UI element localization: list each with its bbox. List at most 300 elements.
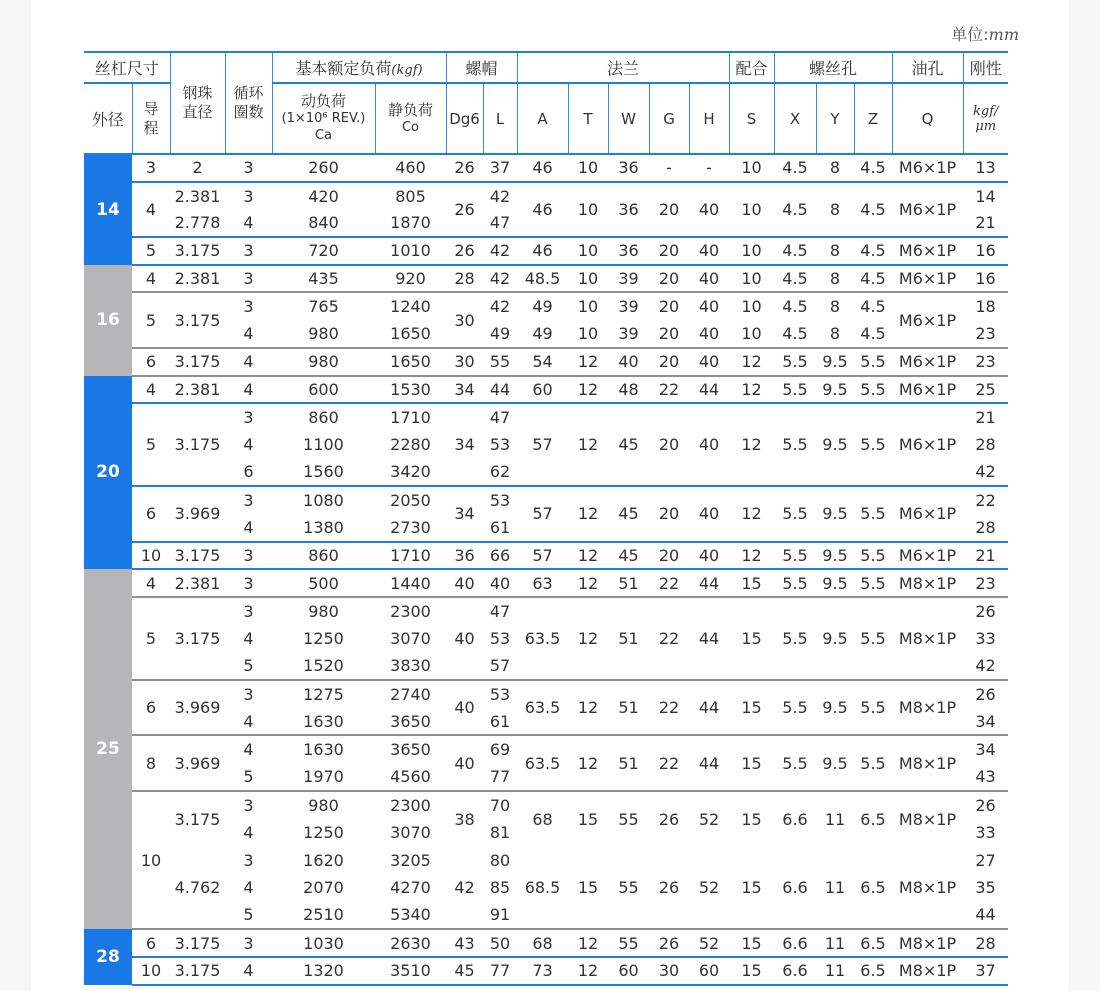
ball-diameter-cell: 3.175	[170, 542, 225, 570]
fit-s-cell: 15	[729, 846, 774, 929]
flange-g-cell: 26	[649, 929, 689, 957]
hole-x-cell: 4.5	[774, 237, 816, 265]
flange-h-cell: 40	[689, 403, 729, 486]
stiffness-cell: 37	[963, 957, 1008, 985]
table-row	[84, 680, 1008, 708]
nut-l-cell: 42	[489, 297, 511, 317]
ball-diameter-cell: 3.175	[170, 292, 225, 347]
oil-q-cell: M6×1P	[892, 348, 963, 376]
th-screw-hole: 螺丝孔	[774, 52, 892, 83]
hole-y-cell: 8	[816, 182, 854, 237]
th-lead	[132, 83, 170, 154]
flange-w-cell: 51	[608, 569, 649, 597]
static-load-cell: 1240	[390, 297, 431, 317]
th-ball-diameter	[170, 52, 225, 154]
lead-cell: 6	[132, 680, 170, 735]
static-load-cell: 805	[395, 186, 426, 206]
flange-t-cell: 12	[568, 376, 608, 404]
hole-y-cell: 8	[816, 237, 854, 265]
table-row	[84, 735, 1008, 763]
static-load-cell: 1650	[375, 320, 446, 348]
fit-s-cell: 15	[729, 569, 774, 597]
fit-s-cell: 12	[729, 486, 774, 541]
table-row	[84, 597, 1008, 625]
flange-a-cell: 54	[517, 348, 568, 376]
flange-t-cell: 12	[568, 957, 608, 985]
hole-y-cell: 9.5	[816, 403, 854, 486]
hole-x-cell: 5.5	[774, 376, 816, 404]
stiffness-cell: 26	[975, 684, 996, 704]
nut-l-cell: 55	[483, 348, 517, 376]
th-ball-diameter-text: 钢珠直径	[182, 84, 213, 121]
hole-x-cell: 6.6	[774, 929, 816, 957]
hole-z-cell: 4.5	[854, 237, 892, 265]
nut-dg6-cell: 30	[446, 292, 483, 347]
th-oil-q: Q	[892, 83, 963, 154]
fit-s-cell: 12	[729, 403, 774, 486]
flange-w-cell: 39	[618, 297, 639, 317]
table-row	[84, 292, 1008, 320]
static-load-cell: 2300	[390, 795, 431, 815]
circuits-cell: 3	[225, 154, 272, 182]
fit-s-cell: 15	[729, 957, 774, 985]
circuits-cell: 3	[243, 491, 254, 511]
th-hole-z: Z	[854, 83, 892, 154]
hole-z-cell: 6.5	[860, 809, 886, 829]
circuits-cell: 3	[225, 265, 272, 293]
nut-dg6-cell: 40	[446, 569, 483, 597]
th-dynamic-load-text: 动负荷	[300, 92, 346, 110]
hole-x-cell: 4.5	[774, 154, 816, 182]
flange-a-cell: 57	[517, 486, 568, 541]
flange-g-cell: 20	[649, 265, 689, 293]
flange-g-cell: 26	[658, 809, 680, 829]
circuits-cell: 3	[243, 297, 254, 317]
th-fit-s: S	[729, 83, 774, 154]
flange-w-cell: 45	[608, 486, 649, 541]
th-static-load-sym: Co	[401, 119, 420, 135]
nut-l-cell: 66	[483, 542, 517, 570]
hole-x-cell: 5.5	[774, 680, 816, 735]
fit-s-cell: 10	[729, 154, 774, 182]
dynamic-load-cell: 1520	[272, 652, 375, 680]
dynamic-load-cell: 765	[308, 297, 339, 317]
nut-l-cell: 62	[483, 459, 517, 487]
flange-h-cell: 52	[689, 846, 729, 929]
stiffness-cell: 18	[975, 297, 996, 317]
th-oil-hole: 油孔	[892, 52, 963, 83]
flange-h-cell: 44	[689, 376, 729, 404]
hole-z-cell: 5.5	[854, 680, 892, 735]
stiffness-cell: 28	[975, 435, 996, 455]
th-dynamic-load-sym: Ca	[314, 128, 333, 143]
flange-h-cell: 44	[689, 569, 729, 597]
th-stiffness-unit-top: kgf/	[973, 103, 999, 119]
table-row	[84, 486, 1008, 514]
oil-q-cell: M8×1P	[892, 957, 963, 985]
dynamic-load-cell: 860	[272, 542, 375, 570]
flange-t-cell: 12	[568, 929, 608, 957]
flange-a-cell: 49	[517, 320, 568, 348]
hole-z-cell: 6.5	[854, 846, 892, 929]
nut-l-cell: 53	[489, 629, 511, 649]
dynamic-load-cell: 2510	[272, 902, 375, 930]
flange-w-cell: 39	[608, 265, 649, 293]
hole-z-cell: 4.5	[854, 265, 892, 293]
hole-y-cell: 9.5	[816, 680, 854, 735]
nut-l-cell: 77	[483, 957, 517, 985]
static-load-cell: 2280	[390, 435, 431, 455]
flange-t-cell: 12	[568, 348, 608, 376]
flange-h-cell: 40	[689, 237, 729, 265]
nut-dg6-cell: 40	[446, 597, 483, 680]
dynamic-load-cell: 1630	[272, 708, 375, 736]
th-dynamic-load-rev: (1×10⁶ REV.)	[281, 111, 366, 126]
nut-dg6-cell: 43	[446, 929, 483, 957]
circuits-cell: 4	[225, 514, 272, 542]
dynamic-load-cell: 260	[272, 154, 375, 182]
hole-x-cell: 5.5	[774, 348, 816, 376]
flange-t-cell: 12	[568, 403, 608, 486]
lead-cell: 10	[132, 542, 170, 570]
circuits-cell: 5	[225, 652, 272, 680]
circuits-cell: 3	[225, 929, 272, 957]
lead-cell: 6	[132, 929, 170, 957]
table-row	[84, 791, 1008, 819]
flange-t-cell: 10	[568, 154, 608, 182]
hole-x-cell: 4.5	[774, 265, 816, 293]
stiffness-cell: 34	[975, 740, 996, 760]
flange-h-cell: 40	[689, 265, 729, 293]
stiffness-cell: 21	[963, 209, 1008, 237]
oil-q-cell: M8×1P	[892, 597, 963, 680]
flange-a-cell: 46	[517, 237, 568, 265]
hole-z-cell: 5.5	[854, 348, 892, 376]
lead-cell: 3	[132, 154, 170, 182]
flange-w-cell: 39	[608, 320, 649, 348]
lead-cell: 8	[132, 735, 170, 790]
flange-g-cell: 22	[649, 569, 689, 597]
nut-l-cell: 81	[489, 822, 511, 842]
nut-dg6-cell: 28	[446, 265, 483, 293]
nut-dg6-cell: 34	[446, 376, 483, 404]
hole-z-cell: 5.5	[854, 376, 892, 404]
circuits-cell: 3	[243, 795, 254, 815]
fit-s-cell: 12	[729, 542, 774, 570]
ball-diameter-cell: 3.969	[170, 735, 225, 790]
table-row	[84, 542, 1008, 570]
nut-dg6-cell: 38	[454, 809, 475, 829]
flange-g-cell: -	[649, 154, 689, 182]
th-nut-dg6: Dg6	[446, 83, 483, 154]
stiffness-cell: 21	[975, 408, 996, 428]
fit-s-cell: 15	[729, 929, 774, 957]
hole-z-cell: 6.5	[854, 957, 892, 985]
ball-diameter-cell: 3.175	[170, 237, 225, 265]
th-nut-l: L	[483, 83, 517, 154]
nut-l-cell: 42	[483, 265, 517, 293]
flange-t-cell: 10	[568, 182, 608, 237]
stiffness-cell: 34	[963, 708, 1008, 736]
th-flange-a: A	[517, 83, 568, 154]
flange-h-cell: 44	[689, 597, 729, 680]
hole-y-cell: 9.5	[816, 597, 854, 680]
fit-s-cell: 10	[729, 320, 774, 348]
circuits-cell: 4	[225, 320, 272, 348]
nut-l-cell: 91	[483, 902, 517, 930]
static-load-cell: 1710	[390, 408, 431, 428]
nut-l-cell: 69	[489, 740, 511, 760]
ball-diameter-cell: 2	[170, 154, 225, 182]
dynamic-load-cell: 500	[272, 569, 375, 597]
flange-w-cell: 36	[608, 154, 649, 182]
hole-x-cell: 6.6	[774, 846, 816, 929]
dynamic-load-cell: 1630	[303, 740, 344, 760]
hole-x-cell: 4.5	[774, 182, 816, 237]
hole-y-cell: 9.5	[816, 486, 854, 541]
stiffness-cell: 23	[963, 569, 1008, 597]
oil-q-cell: M6×1P	[892, 237, 963, 265]
flange-a-cell: 46	[517, 154, 568, 182]
hole-x-cell: 4.5	[774, 320, 816, 348]
table-row	[84, 929, 1008, 957]
th-nut: 螺帽	[446, 52, 517, 83]
ball-diameter-cell: 2.381	[170, 376, 225, 404]
fit-s-cell: 15	[729, 597, 774, 680]
flange-t-cell: 12	[568, 735, 608, 790]
circuits-cell: 4	[225, 957, 272, 985]
nut-dg6-cell: 34	[446, 486, 483, 541]
dynamic-load-cell: 1250	[303, 822, 344, 842]
nut-l-cell: 37	[483, 154, 517, 182]
static-load-cell: 3510	[375, 957, 446, 985]
flange-t-cell: 10	[568, 237, 608, 265]
hole-y-cell: 9.5	[816, 569, 854, 597]
nut-l-cell: 80	[489, 850, 511, 870]
flange-g-cell: 22	[649, 735, 689, 790]
dynamic-load-cell: 980	[308, 601, 339, 621]
flange-a-cell: 68	[517, 929, 568, 957]
table-row	[84, 957, 1008, 985]
nut-l-cell: 42	[489, 186, 511, 206]
flange-w-cell: 45	[608, 403, 649, 486]
oil-q-cell: M6×1P	[892, 292, 963, 347]
oil-q-cell: M6×1P	[892, 486, 963, 541]
nut-l-cell: 57	[483, 652, 517, 680]
stiffness-cell: 16	[963, 237, 1008, 265]
dynamic-load-cell: 980	[308, 795, 339, 815]
stiffness-cell: 35	[975, 878, 996, 898]
stiffness-cell: 26	[975, 601, 996, 621]
dynamic-load-cell: 1080	[303, 491, 344, 511]
static-load-cell: 2300	[390, 601, 431, 621]
stiffness-cell: 25	[963, 376, 1008, 404]
circuits-cell: 3	[243, 684, 254, 704]
dynamic-load-cell: 840	[272, 209, 375, 237]
flange-w-cell: 45	[608, 542, 649, 570]
flange-a-cell: 63.5	[517, 735, 568, 790]
flange-w-cell: 40	[608, 348, 649, 376]
lead-cell: 5	[132, 292, 170, 347]
dynamic-load-cell: 1100	[303, 435, 344, 455]
circuits-cell: 4	[243, 435, 254, 455]
fit-s-cell: 12	[729, 348, 774, 376]
circuits-cell: 4	[243, 740, 254, 760]
static-load-cell: 920	[375, 265, 446, 293]
circuits-cell: 6	[225, 459, 272, 487]
flange-h-cell: 40	[689, 486, 729, 541]
outer-diameter-cell: 20	[84, 376, 132, 570]
th-hole-x: X	[774, 83, 816, 154]
flange-a-cell: 46	[517, 182, 568, 237]
hole-y-cell: 9.5	[816, 348, 854, 376]
flange-h-cell: 40	[689, 182, 729, 237]
flange-w-cell: 51	[608, 680, 649, 735]
table-row	[84, 348, 1008, 376]
stiffness-cell: 42	[963, 652, 1008, 680]
dynamic-load-cell: 1560	[272, 459, 375, 487]
fit-s-cell: 15	[741, 809, 762, 829]
static-load-cell: 3070	[390, 629, 431, 649]
nut-l-cell: 47	[483, 209, 517, 237]
hole-x-cell: 5.5	[774, 735, 816, 790]
flange-t-cell: 10	[568, 265, 608, 293]
nut-dg6-cell: 26	[446, 154, 483, 182]
th-circuits	[225, 52, 272, 154]
hole-x-cell: 5.5	[774, 569, 816, 597]
lead-cell: 5	[132, 237, 170, 265]
nut-l-cell: 61	[483, 708, 517, 736]
table-body	[84, 154, 1008, 985]
flange-h-cell: 40	[689, 320, 729, 348]
table-row	[84, 846, 1008, 874]
hole-z-cell: 6.5	[854, 929, 892, 957]
table-header	[84, 52, 1008, 154]
nut-l-cell: 47	[489, 408, 511, 428]
flange-a-cell: 60	[517, 376, 568, 404]
static-load-cell: 3830	[375, 652, 446, 680]
flange-g-cell: 20	[649, 237, 689, 265]
flange-h-cell: 52	[689, 929, 729, 957]
dynamic-load-cell: 980	[272, 320, 375, 348]
stiffness-cell: 21	[963, 542, 1008, 570]
static-load-cell: 460	[375, 154, 446, 182]
flange-h-cell: 40	[698, 297, 720, 317]
flange-a-cell: 57	[517, 403, 568, 486]
flange-a-cell: 63.5	[517, 680, 568, 735]
table-row	[84, 265, 1008, 293]
stiffness-cell: 44	[963, 902, 1008, 930]
hole-y-cell: 11	[824, 809, 846, 829]
flange-t-cell: 12	[568, 569, 608, 597]
stiffness-cell: 13	[963, 154, 1008, 182]
static-load-cell: 4560	[375, 763, 446, 791]
hole-z-cell: 5.5	[854, 486, 892, 541]
flange-w-cell: 36	[608, 237, 649, 265]
ball-diameter-cell: 3.175	[170, 597, 225, 680]
circuits-cell: 3	[225, 569, 272, 597]
stiffness-cell: 28	[963, 514, 1008, 542]
flange-g-cell: 22	[649, 597, 689, 680]
stiffness-cell: 23	[963, 320, 1008, 348]
table-row	[84, 376, 1008, 404]
dynamic-load-cell: 600	[272, 376, 375, 404]
flange-g-cell: 26	[649, 846, 689, 929]
hole-z-cell: 5.5	[854, 569, 892, 597]
hole-y-cell: 8	[829, 297, 841, 317]
th-static-load-text: 静负荷	[387, 100, 433, 119]
oil-q-cell: M8×1P	[892, 846, 963, 929]
flange-h-cell: 44	[689, 735, 729, 790]
lead-cell: 5	[132, 403, 170, 486]
flange-w-cell: 51	[608, 735, 649, 790]
nut-l-cell: 77	[483, 763, 517, 791]
stiffness-cell: 33	[975, 629, 996, 649]
hole-z-cell: 5.5	[854, 735, 892, 790]
lead-cell: 4	[132, 265, 170, 293]
ball-diameter-cell: 3.175	[170, 929, 225, 957]
flange-w-cell: 55	[608, 929, 649, 957]
circuits-cell: 5	[225, 763, 272, 791]
lead-cell: 4	[132, 569, 170, 597]
flange-a-cell: 48.5	[517, 265, 568, 293]
th-circuits-text: 循环圈数	[233, 84, 264, 121]
flange-a-cell: 49	[532, 297, 553, 317]
dynamic-load-cell: 1250	[303, 629, 344, 649]
flange-h-cell: -	[689, 154, 729, 182]
lead-cell: 6	[132, 486, 170, 541]
oil-q-cell: M6×1P	[892, 403, 963, 486]
dynamic-load-cell: 420	[308, 186, 339, 206]
unit-value: mm	[988, 25, 1019, 44]
nut-l-cell: 40	[483, 569, 517, 597]
hole-x-cell: 6.6	[774, 957, 816, 985]
static-load-cell: 1010	[375, 237, 446, 265]
flange-g-cell: 20	[658, 297, 680, 317]
hole-y-cell: 8	[816, 265, 854, 293]
flange-w-cell: 55	[608, 846, 649, 929]
th-screw-size: 丝杠尺寸	[84, 52, 170, 83]
nut-l-cell: 47	[489, 601, 511, 621]
fit-s-cell: 10	[729, 265, 774, 293]
flange-g-cell: 20	[649, 182, 689, 237]
flange-t-cell: 12	[568, 680, 608, 735]
flange-w-cell: 60	[608, 957, 649, 985]
ball-diameter-cell: 3.175	[170, 957, 225, 985]
fit-s-cell: 10	[729, 237, 774, 265]
static-load-cell: 1440	[375, 569, 446, 597]
lead-cell: 5	[132, 597, 170, 680]
flange-t-cell: 10	[568, 320, 608, 348]
hole-z-cell: 4.5	[854, 154, 892, 182]
th-stiffness-unit-bottom: μm	[975, 118, 997, 134]
flange-t-cell: 15	[568, 846, 608, 929]
nut-l-cell: 85	[489, 878, 511, 898]
oil-q-cell: M8×1P	[898, 809, 957, 829]
fit-s-cell: 10	[741, 297, 762, 317]
th-hole-y: Y	[816, 83, 854, 154]
hole-x-cell: 6.6	[782, 809, 808, 829]
ball-diameter-cell: 3.175	[170, 348, 225, 376]
th-flange-t: T	[568, 83, 608, 154]
flange-a-cell: 68.5	[517, 846, 568, 929]
static-load-cell: 1650	[375, 348, 446, 376]
hole-z-cell: 5.5	[854, 403, 892, 486]
hole-x-cell: 5.5	[774, 403, 816, 486]
static-load-cell: 2730	[375, 514, 446, 542]
dynamic-load-cell: 1620	[303, 850, 344, 870]
flange-g-cell: 20	[649, 403, 689, 486]
